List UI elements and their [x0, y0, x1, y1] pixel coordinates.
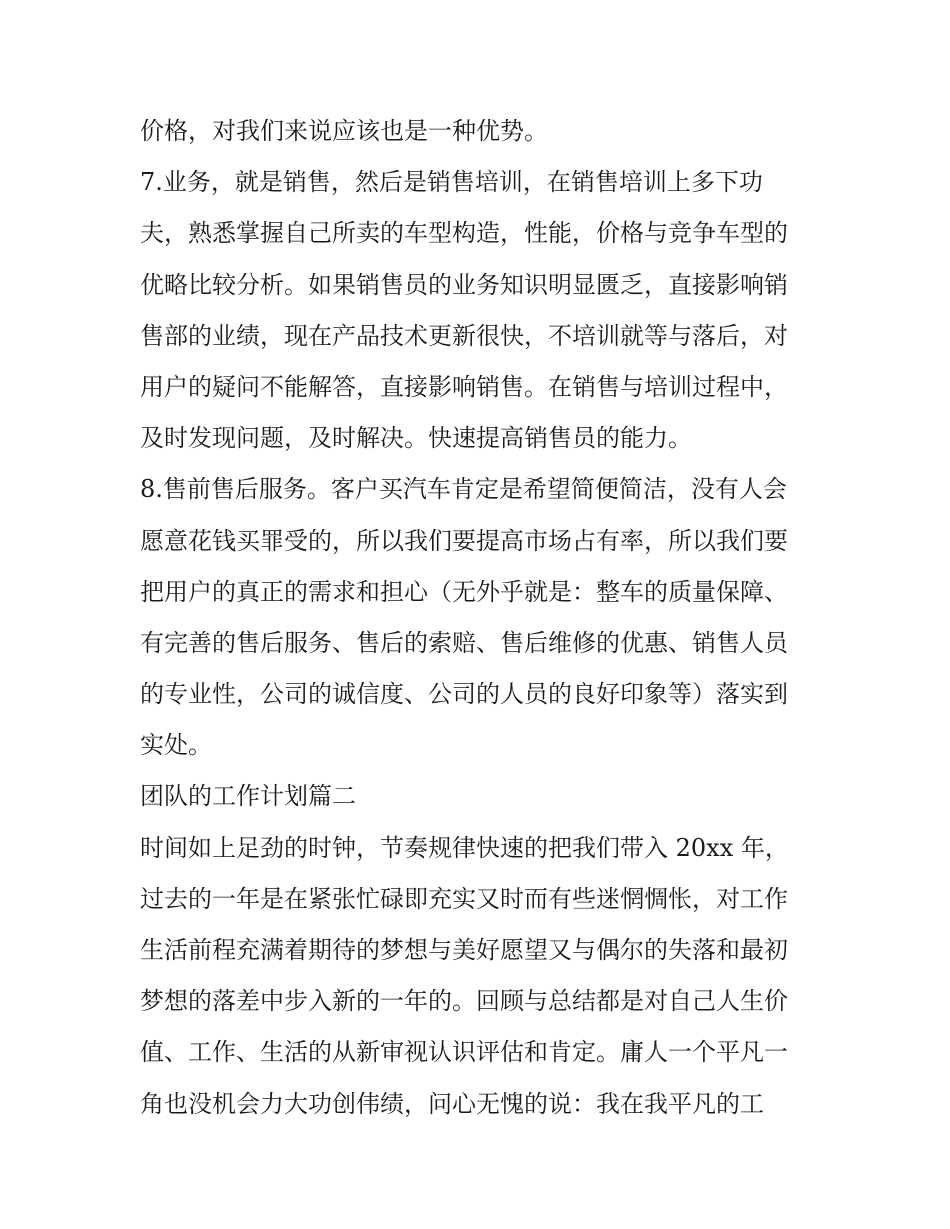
text-line: 的专业性，公司的诚信度、公司的人员的良好印象等）落实到 — [140, 680, 788, 709]
text-line: 值、工作、生活的从新审视认识评估和肯定。庸人一个平凡一 — [140, 1038, 788, 1067]
text-line: 愿意花钱买罪受的，所以我们要提高市场占有率，所以我们要 — [140, 526, 788, 555]
text-line: 时间如上足劲的时钟，节奏规律快速的把我们带入 20xx 年， — [140, 833, 789, 862]
text-line: 售部的业绩，现在产品技术更新很快，不培训就等与落后，对 — [140, 321, 788, 350]
text-line: 有完善的售后服务、售后的索赔、售后维修的优惠、销售人员 — [140, 628, 788, 657]
text-line: 价格，对我们来说应该也是一种优势。 — [140, 117, 548, 145]
text-line: 夫，熟悉掌握自己所卖的车型构造，性能，价格与竞争车型的 — [140, 219, 788, 248]
document-body — [140, 106, 820, 1130]
text-line: 角也没机会力大功创伟绩，问心无愧的说：我在我平凡的工 — [140, 1089, 764, 1118]
text-line: 生活前程充满着期待的梦想与美好愿望又与偶尔的失落和最初 — [140, 936, 788, 964]
text-line: 7.业务，就是销售，然后是销售培训，在销售培训上多下功 — [140, 168, 763, 197]
text-line: 过去的一年是在紧张忙碌即充实又时而有些迷惘惆怅，对工作 — [140, 884, 788, 913]
text-line: 优略比较分析。如果销售员的业务知识明显匮乏，直接影响销 — [140, 270, 788, 299]
text-line: 梦想的落差中步入新的一年的。回顾与总结都是对自己人生价 — [140, 987, 788, 1016]
text-line: 8.售前售后服务。客户买汽车肯定是希望简便简洁，没有人会 — [140, 475, 787, 504]
text-line: 实处。 — [140, 731, 212, 760]
text-line: 把用户的真正的需求和担心（无外乎就是：整车的质量保障、 — [140, 577, 788, 606]
section-heading: 团队的工作计划篇二 — [140, 782, 356, 811]
text-line: 用户的疑问不能解答，直接影响销售。在销售与培训过程中， — [140, 372, 788, 401]
text-line: 及时发现问题，及时解决。快速提高销售员的能力。 — [140, 424, 692, 453]
